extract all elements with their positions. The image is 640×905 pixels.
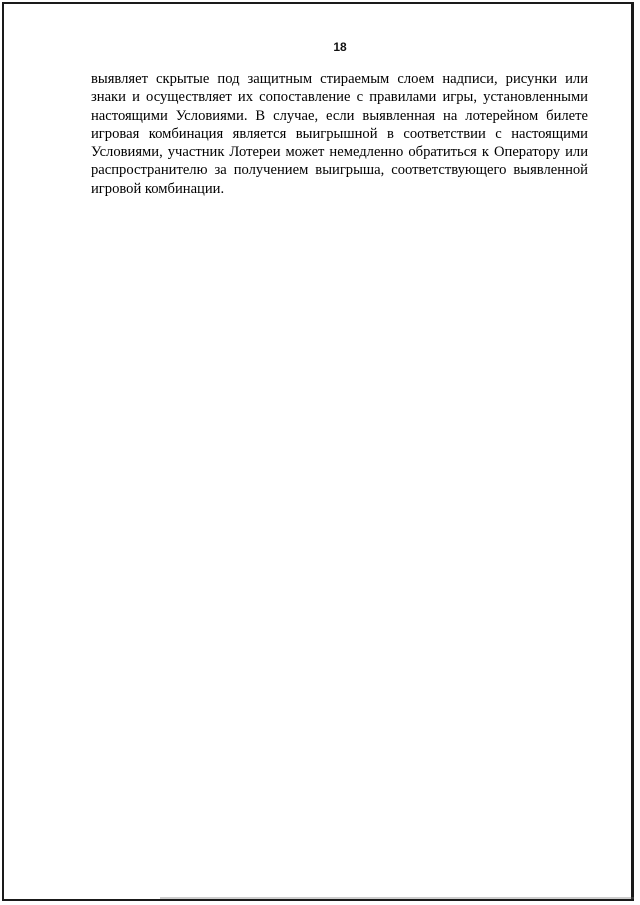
text-line: знаки и осуществляет их сопоставление с правилами игры, установленными [91,89,588,106]
text-line: распространителю за получением выигрыша, соответствующего выявленной [91,162,588,179]
text-line: игровой комбинации. [91,180,225,197]
text-line: Условиями, участник Лотереи может немедленно обратиться к Оператору или [91,144,588,161]
text-line: игровая комбинация является выигрышной в соответствии с настоящими [91,125,588,142]
text-line: настоящими Условиями. В случае, если выявленная на лотерейном билете [91,107,588,124]
body-paragraph [91,70,588,198]
page-number: 18 [333,40,347,54]
scan-artifact [160,897,634,899]
text-line: выявляет скрытые под защитным стираемым слоем надписи, рисунки или [91,71,588,87]
